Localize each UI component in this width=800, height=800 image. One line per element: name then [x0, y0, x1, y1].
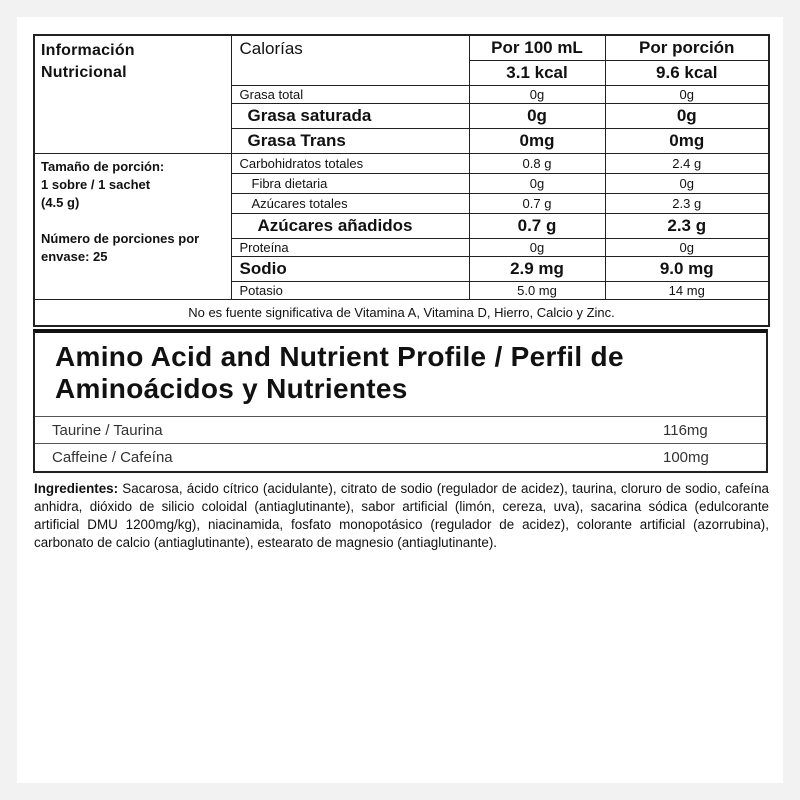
nutrition-facts-table [33, 34, 770, 327]
nutrient-per-100: 0.7 g [469, 193, 605, 213]
nutrient-name: Carbohidratos totales [231, 153, 469, 173]
nutrient-per-serving: 9.0 mg [605, 256, 769, 281]
nutrient-name: Grasa Trans [231, 128, 469, 153]
nutrient-per-100: 0g [469, 103, 605, 128]
ingredients-label: Ingredientes: [34, 481, 119, 496]
amino-item-value: 116mg [663, 422, 708, 439]
nutrient-per-serving: 0g [605, 85, 769, 103]
col-per-serving-header: Por porción [605, 35, 769, 60]
amino-row-caffeine [35, 444, 766, 470]
nutrient-per-100: 0g [469, 85, 605, 103]
serving-size-label: Tamaño de porción: [41, 158, 165, 174]
amino-title-line-1: Amino Acid and Nutrient Profile / Perfil de [55, 341, 624, 372]
nutrition-footnote: No es fuente significativa de Vitamina A, Vitamina D, Hierro, Calcio y Zinc. [34, 299, 769, 326]
label-page [17, 17, 783, 783]
nutrient-per-serving: 2.3 g [605, 213, 769, 238]
nutrient-per-serving: 0g [605, 103, 769, 128]
nutrient-per-100: 0g [469, 238, 605, 256]
nutrient-name: Grasa saturada [231, 103, 469, 128]
amino-item-value: 100mg [663, 449, 709, 466]
amino-item-name: Taurine / Taurina [52, 422, 163, 439]
amino-item-name: Caffeine / Cafeína [52, 449, 173, 466]
nutrient-per-100: 5.0 mg [469, 281, 605, 299]
nutrient-name: Proteína [231, 238, 469, 256]
nutrient-per-serving: 14 mg [605, 281, 769, 299]
amino-title-line-2: Aminoácidos y Nutrientes [55, 373, 408, 404]
nutrient-per-serving: 2.3 g [605, 193, 769, 213]
nutrient-name: Potasio [231, 281, 469, 299]
calories-per-100: 3.1 kcal [469, 60, 605, 85]
nutrient-per-100: 2.9 mg [469, 256, 605, 281]
ingredients-paragraph [34, 480, 769, 552]
nutrition-title: Información Nutricional [41, 42, 135, 81]
col-per-100-header: Por 100 mL [469, 35, 605, 60]
nutrient-per-100: 0.7 g [469, 213, 605, 238]
servings-per-container: Número de porciones por envase: 25 [41, 230, 200, 264]
nutrient-per-serving: 0g [605, 173, 769, 193]
nutrient-per-serving: 0mg [605, 128, 769, 153]
nutrient-name: Fibra dietaria [231, 173, 469, 193]
nutrient-name: Azúcares totales [231, 193, 469, 213]
calories-per-serving: 9.6 kcal [605, 60, 769, 85]
nutrient-per-100: 0.8 g [469, 153, 605, 173]
nutrition-info-cell [34, 35, 231, 153]
nutrient-per-serving: 2.4 g [605, 153, 769, 173]
nutrient-per-serving: 0g [605, 238, 769, 256]
amino-row-taurine [35, 417, 766, 443]
nutrient-per-100: 0g [469, 173, 605, 193]
ingredients-text: Sacarosa, ácido cítrico (acidulante), citrato de sodio (regulador de acidez), taurina, cloruro de sodio, cafeína anhidra, dióxido de silicio coloidal (antiaglutinante), sabor artificial (limón, cereza, uva), sacarina sódica (edulcorante artificial DMU 1200mg/kg), niacinamida, fosfato monopotásico (regulador de acidez), colorante artificial (azorrubina), carbonato de calcio (antiaglutinante), estearato de magnesio (antiaglutinante). [34, 481, 769, 550]
nutrient-name: Sodio [231, 256, 469, 281]
nutrient-per-100: 0mg [469, 128, 605, 153]
serving-size-value: 1 sobre / 1 sachet [41, 176, 151, 192]
nutrient-name: Azúcares añadidos [231, 213, 469, 238]
serving-size-weight: (4.5 g) [41, 194, 80, 210]
amino-profile-title [55, 341, 755, 405]
serving-info-cell [34, 153, 231, 299]
nutrient-name: Grasa total [231, 85, 469, 103]
amino-profile-box [33, 329, 768, 473]
calories-label: Calorías [231, 35, 469, 85]
